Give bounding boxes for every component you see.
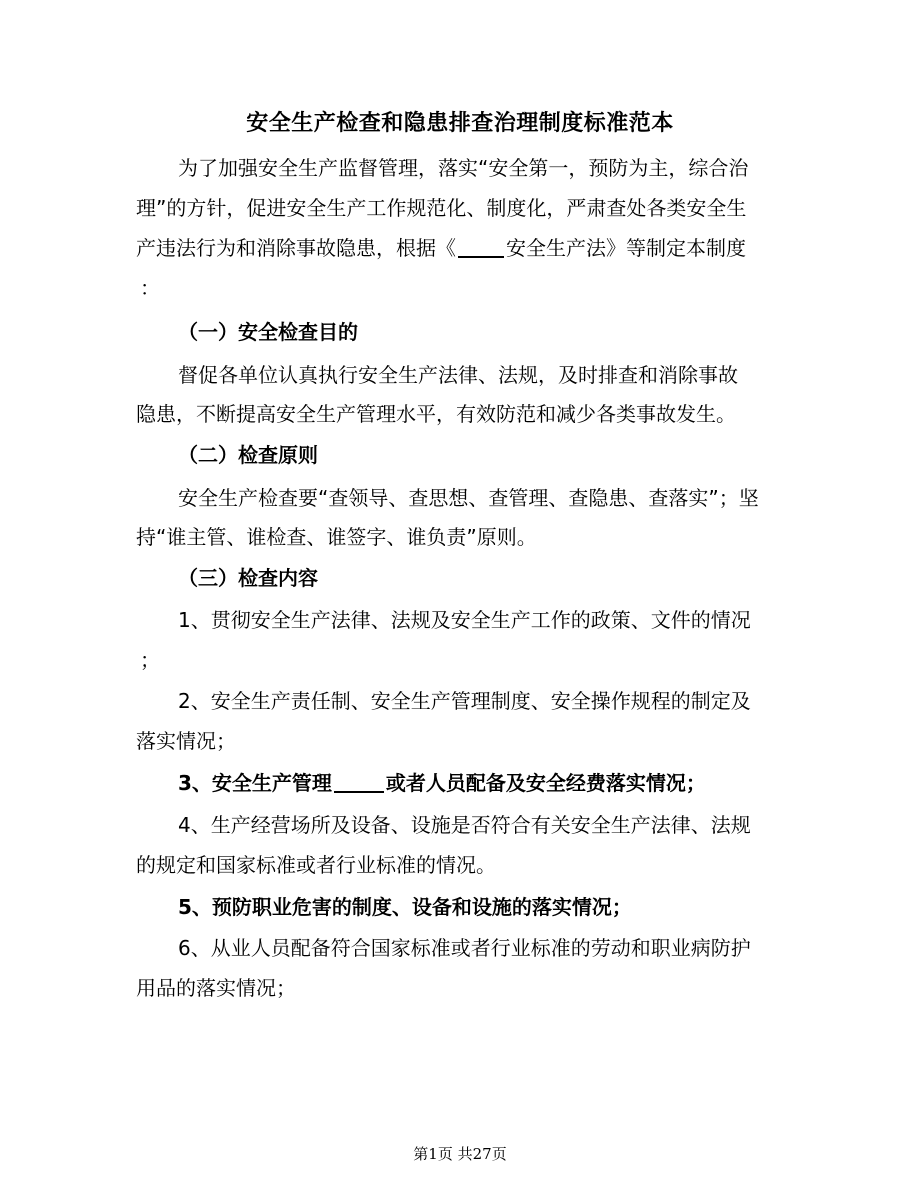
blank-underline — [334, 773, 384, 793]
item-4-line-2: 的规定和国家标准或者行业标准的情况。 — [136, 853, 496, 877]
item-5: 5、预防职业危害的制度、设备和设施的落实情况； — [178, 895, 632, 919]
item-3-text-b: 或者人员配备及安全经费落实情况； — [385, 771, 706, 795]
principle-line-1: 安全生产检查要“查领导、查思想、查管理、查隐患、查落实”；坚 — [178, 486, 759, 510]
item-6-line-1: 6、从业人员配备符合国家标准或者行业标准的劳动和职业病防护 — [178, 936, 751, 960]
page-footer: 第1页 共27页 — [413, 1145, 507, 1163]
intro-line-2: 理”的方针，促进安全生产工作规范化、制度化，严肃查处各类安全生 — [136, 196, 747, 220]
blank-underline — [458, 238, 504, 258]
item-3 — [178, 769, 706, 797]
intro-line-3-text-a: 产违法行为和消除事故隐患，根据《 — [136, 236, 456, 260]
section-heading-purpose: （一）安全检查目的 — [178, 320, 358, 344]
intro-line-1: 为了加强安全生产监督管理，落实“安全第一，预防为主，综合治 — [178, 156, 749, 180]
item-2-line-1: 2、安全生产责任制、安全生产管理制度、安全操作规程的制定及 — [178, 689, 751, 713]
purpose-line-2: 隐患，不断提高安全生产管理水平，有效防范和减少各类事故发生。 — [136, 402, 736, 426]
item-3-text-a: 3、安全生产管理 — [178, 771, 332, 795]
principle-line-2: 持“谁主管、谁检查、谁签字、谁负责”原则。 — [136, 525, 537, 549]
item-1-line-2: ； — [140, 648, 160, 672]
item-1-line-1: 1、贯彻安全生产法律、法规及安全生产工作的政策、文件的情况 — [178, 608, 751, 632]
section-heading-content: （三）检查内容 — [178, 566, 318, 590]
section-heading-principle: （二）检查原则 — [178, 443, 318, 467]
item-2-line-2: 落实情况； — [136, 729, 236, 753]
document-title: 安全生产检查和隐患排查治理制度标准范本 — [246, 111, 674, 136]
item-6-line-2: 用品的落实情况； — [136, 976, 296, 1000]
item-4-line-1: 4、生产经营场所及设备、设施是否符合有关安全生产法律、法规 — [178, 813, 751, 837]
purpose-line-1: 督促各单位认真执行安全生产法律、法规，及时排查和消除事故 — [178, 363, 738, 387]
intro-line-3 — [136, 234, 746, 262]
intro-line-4: ： — [140, 276, 160, 300]
intro-line-3-text-b: 安全生产法》等制定本制度 — [506, 236, 746, 260]
